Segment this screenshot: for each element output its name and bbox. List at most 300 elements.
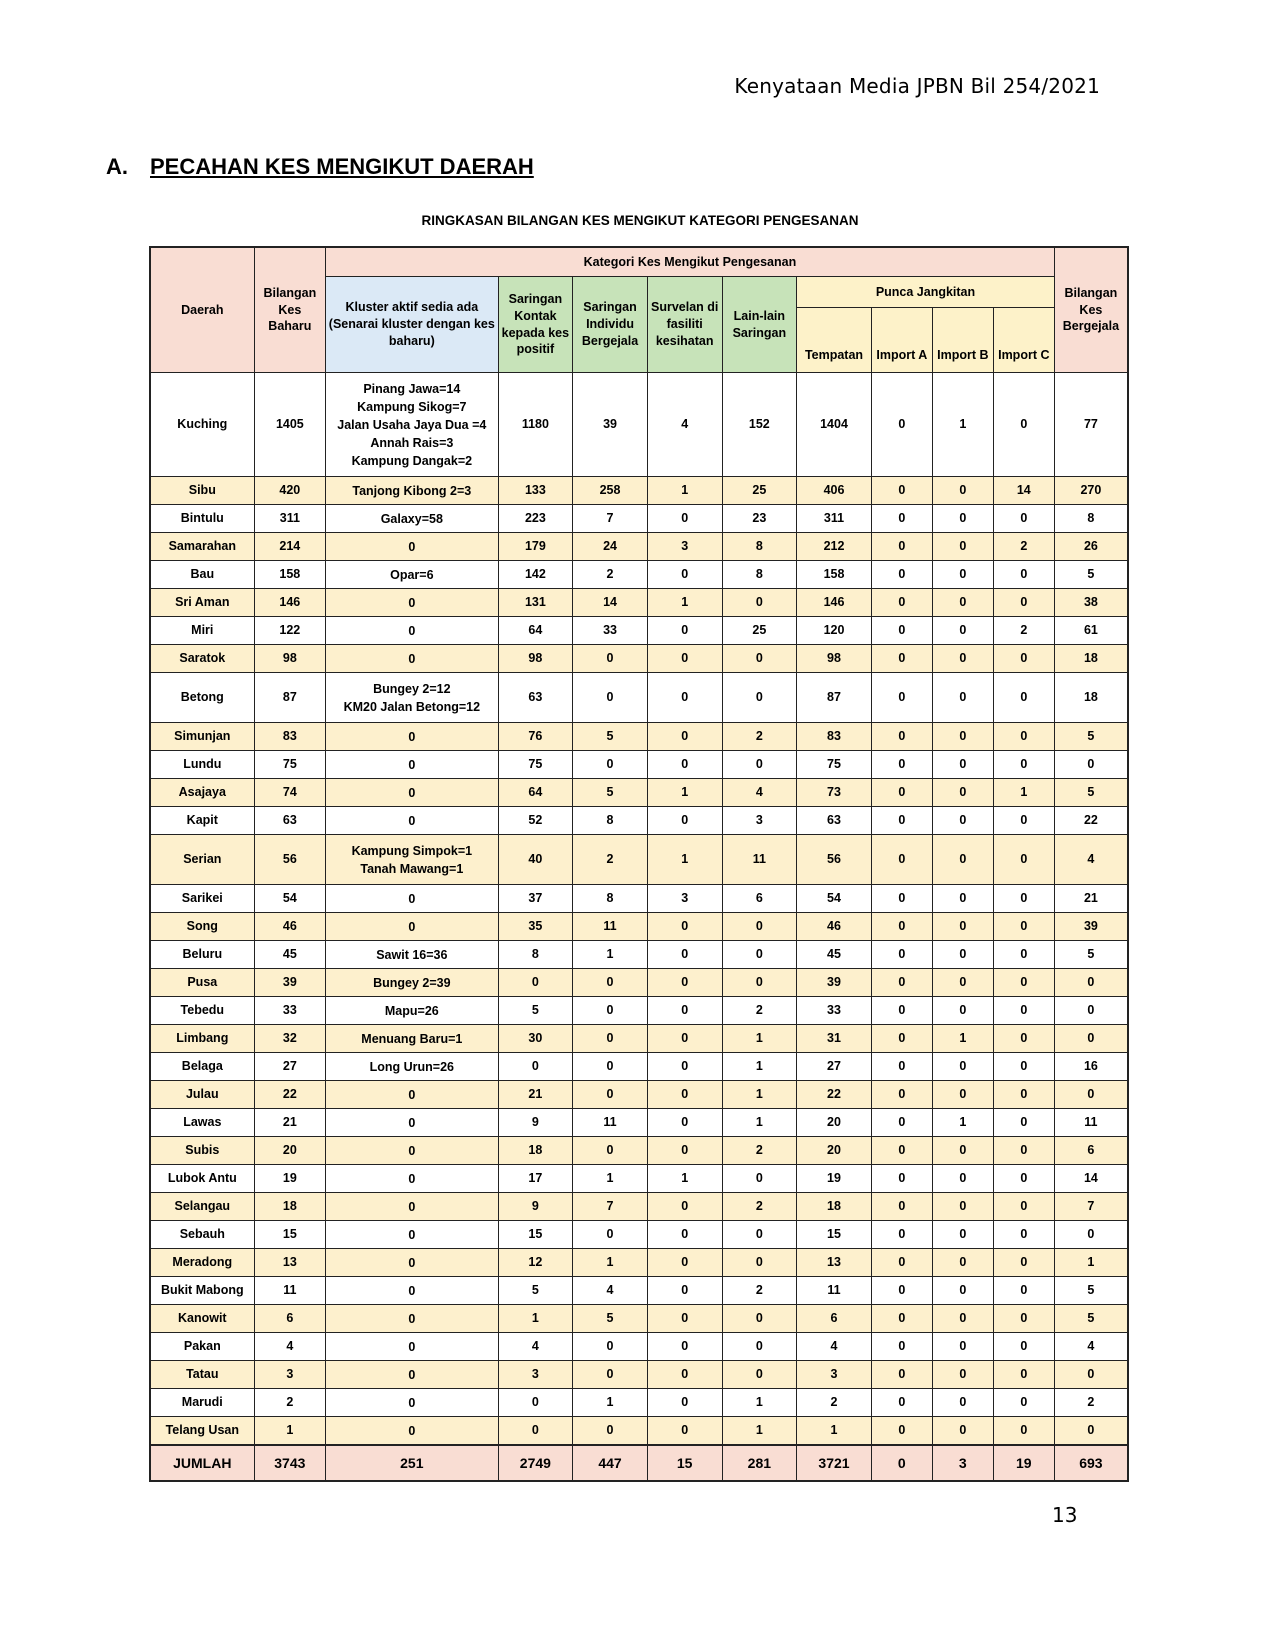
- cell-tempatan: 75: [797, 751, 872, 779]
- cell-individu: 11: [573, 1109, 648, 1137]
- cell-import-a: 0: [871, 1389, 932, 1417]
- cell-import-a: 0: [871, 885, 932, 913]
- cell-import-b: 1: [932, 1025, 993, 1053]
- cell-tempatan: 406: [797, 477, 872, 505]
- table-row: [150, 941, 1128, 969]
- cell-kontak: 4: [498, 1333, 573, 1361]
- cell-baharu: 18: [254, 1193, 326, 1221]
- cell-lain: 1: [722, 1081, 797, 1109]
- cell-baharu: 214: [254, 533, 326, 561]
- table-row: [150, 1053, 1128, 1081]
- cell-kluster: [326, 1053, 498, 1081]
- cell-lain: 0: [722, 1165, 797, 1193]
- cell-kontak: 18: [498, 1137, 573, 1165]
- kluster-line: 0: [408, 785, 416, 800]
- table-row: [150, 835, 1128, 885]
- kluster-line: Mapu=26: [384, 1003, 439, 1018]
- cell-individu: 7: [573, 505, 648, 533]
- cell-kontak: 133: [498, 477, 573, 505]
- cell-baharu: 2: [254, 1389, 326, 1417]
- cell-kluster: [326, 913, 498, 941]
- cell-tempatan: 212: [797, 533, 872, 561]
- table-row: [150, 723, 1128, 751]
- cell-import-b: 0: [932, 1081, 993, 1109]
- cell-import-b: 0: [932, 533, 993, 561]
- cell-baharu: 63: [254, 807, 326, 835]
- cell-import-a: 0: [871, 645, 932, 673]
- cell-kluster: [326, 1249, 498, 1277]
- cell-survelan: 0: [647, 673, 722, 723]
- cell-import-b: 0: [932, 1053, 993, 1081]
- cell-survelan: 0: [647, 723, 722, 751]
- header-lain-lain: Lain-lain Saringan: [722, 277, 797, 373]
- cell-import-a: 0: [871, 1053, 932, 1081]
- cell-individu: 1: [573, 1249, 648, 1277]
- cell-individu: 24: [573, 533, 648, 561]
- cell-daerah: Kuching: [150, 373, 254, 477]
- cell-kontak: 0: [498, 1389, 573, 1417]
- cell-bergejala: 38: [1054, 589, 1128, 617]
- cell-tempatan: 63: [797, 807, 872, 835]
- cell-import-c: 0: [993, 807, 1054, 835]
- cell-bergejala: 0: [1054, 1081, 1128, 1109]
- cell-lain: 0: [722, 969, 797, 997]
- cell-kluster: [326, 969, 498, 997]
- cell-tempatan: 83: [797, 723, 872, 751]
- cell-baharu: 39: [254, 969, 326, 997]
- cell-survelan: 0: [647, 751, 722, 779]
- cell-baharu: 1: [254, 1417, 326, 1446]
- kluster-line: Annah Rais=3: [370, 435, 454, 450]
- cell-daerah: Saratok: [150, 645, 254, 673]
- cell-lain: 2: [722, 1193, 797, 1221]
- cell-daerah: Tebedu: [150, 997, 254, 1025]
- cell-baharu: 11: [254, 1277, 326, 1305]
- table-row: [150, 645, 1128, 673]
- cell-survelan: 0: [647, 941, 722, 969]
- cell-baharu: 13: [254, 1249, 326, 1277]
- cell-import-a: 0: [871, 561, 932, 589]
- cell-lain: 152: [722, 373, 797, 477]
- cell-bergejala: 18: [1054, 645, 1128, 673]
- kluster-line: Pinang Jawa=14: [363, 381, 461, 396]
- cell-kontak: 0: [498, 969, 573, 997]
- cell-individu: 0: [573, 1417, 648, 1446]
- cell-kluster: [326, 807, 498, 835]
- cell-lain: 11: [722, 835, 797, 885]
- cell-individu: 2: [573, 835, 648, 885]
- cell-tempatan: 73: [797, 779, 872, 807]
- cell-survelan: 0: [647, 1305, 722, 1333]
- cell-import-c: 0: [993, 1277, 1054, 1305]
- cell-kontak: 8: [498, 941, 573, 969]
- cell-survelan: 0: [647, 561, 722, 589]
- kluster-line: 0: [408, 1283, 416, 1298]
- cell-import-b: 0: [932, 779, 993, 807]
- cell-daerah: Sibu: [150, 477, 254, 505]
- kluster-line: 0: [408, 651, 416, 666]
- table-row: [150, 1165, 1128, 1193]
- cell-bergejala: 16: [1054, 1053, 1128, 1081]
- cell-bergejala: 39: [1054, 913, 1128, 941]
- cell-kluster: [326, 1137, 498, 1165]
- cell-kluster: [326, 723, 498, 751]
- cell-survelan: 0: [647, 645, 722, 673]
- cell-daerah: Bintulu: [150, 505, 254, 533]
- cell-import-c: 0: [993, 941, 1054, 969]
- cell-kontak: 0: [498, 1053, 573, 1081]
- cell-survelan: 0: [647, 505, 722, 533]
- cell-lain: 2: [722, 1277, 797, 1305]
- document-reference: Kenyataan Media JPBN Bil 254/2021: [734, 74, 1100, 98]
- kluster-line: 0: [408, 1171, 416, 1186]
- cell-lain: 1: [722, 1109, 797, 1137]
- cell-lain: 4: [722, 779, 797, 807]
- cell-tempatan: 146: [797, 589, 872, 617]
- cell-survelan: 0: [647, 1193, 722, 1221]
- kluster-line: Jalan Usaha Jaya Dua =4: [337, 417, 487, 432]
- cell-kluster: [326, 1165, 498, 1193]
- cell-daerah: Pakan: [150, 1333, 254, 1361]
- cell-individu: 0: [573, 1081, 648, 1109]
- cell-baharu: 21: [254, 1109, 326, 1137]
- cell-survelan: 0: [647, 617, 722, 645]
- cell-bergejala: 693: [1054, 1445, 1128, 1481]
- cell-tempatan: 4: [797, 1333, 872, 1361]
- cell-tempatan: 87: [797, 673, 872, 723]
- cell-import-c: 1: [993, 779, 1054, 807]
- cell-baharu: 4: [254, 1333, 326, 1361]
- cell-survelan: 0: [647, 969, 722, 997]
- cell-bergejala: 18: [1054, 673, 1128, 723]
- cell-bergejala: 0: [1054, 997, 1128, 1025]
- cell-lain: 0: [722, 589, 797, 617]
- cell-baharu: 6: [254, 1305, 326, 1333]
- cell-lain: 3: [722, 807, 797, 835]
- cell-daerah: Pusa: [150, 969, 254, 997]
- cell-bergejala: 4: [1054, 835, 1128, 885]
- cell-baharu: 45: [254, 941, 326, 969]
- cell-import-c: 0: [993, 505, 1054, 533]
- cell-import-a: 0: [871, 723, 932, 751]
- cell-kontak: 37: [498, 885, 573, 913]
- cell-import-b: 0: [932, 835, 993, 885]
- cell-import-a: 0: [871, 835, 932, 885]
- cell-lain: 0: [722, 751, 797, 779]
- kluster-line: 0: [408, 623, 416, 638]
- cell-kluster: [326, 941, 498, 969]
- cell-survelan: 1: [647, 779, 722, 807]
- cell-tempatan: 13: [797, 1249, 872, 1277]
- header-tempatan: Tempatan: [797, 308, 872, 373]
- cell-individu: 5: [573, 723, 648, 751]
- table-row: [150, 779, 1128, 807]
- cell-import-a: 0: [871, 779, 932, 807]
- cell-individu: 0: [573, 969, 648, 997]
- cell-kontak: 40: [498, 835, 573, 885]
- cell-import-c: 0: [993, 1025, 1054, 1053]
- cell-import-b: 0: [932, 1417, 993, 1446]
- cell-kluster: [326, 373, 498, 477]
- kluster-line: 0: [408, 1339, 416, 1354]
- cell-baharu: 75: [254, 751, 326, 779]
- kluster-line: 0: [408, 539, 416, 554]
- cell-bergejala: 7: [1054, 1193, 1128, 1221]
- cell-import-a: 0: [871, 373, 932, 477]
- cell-baharu: 311: [254, 505, 326, 533]
- cell-tempatan: 20: [797, 1137, 872, 1165]
- table-row: [150, 885, 1128, 913]
- table-row: [150, 1277, 1128, 1305]
- cell-individu: 11: [573, 913, 648, 941]
- cell-import-c: 0: [993, 1361, 1054, 1389]
- cell-daerah: Meradong: [150, 1249, 254, 1277]
- cell-daerah: Belaga: [150, 1053, 254, 1081]
- kluster-line: 0: [408, 1367, 416, 1382]
- kluster-line: 0: [408, 813, 416, 828]
- cell-import-c: 0: [993, 969, 1054, 997]
- cell-kluster: [326, 617, 498, 645]
- cell-survelan: 0: [647, 1333, 722, 1361]
- cell-import-c: 0: [993, 1249, 1054, 1277]
- cell-import-b: 0: [932, 589, 993, 617]
- cell-tempatan: 98: [797, 645, 872, 673]
- cell-import-a: 0: [871, 1081, 932, 1109]
- cell-baharu: 15: [254, 1221, 326, 1249]
- cell-kluster: [326, 673, 498, 723]
- cell-tempatan: 19: [797, 1165, 872, 1193]
- table-row: [150, 1025, 1128, 1053]
- kluster-line: Long Urun=26: [369, 1059, 455, 1074]
- cell-tempatan: 45: [797, 941, 872, 969]
- cell-kontak: 1180: [498, 373, 573, 477]
- cell-lain: 0: [722, 913, 797, 941]
- table-row: [150, 751, 1128, 779]
- cell-kontak: 76: [498, 723, 573, 751]
- cell-individu: 258: [573, 477, 648, 505]
- cell-import-a: 0: [871, 589, 932, 617]
- table-row: [150, 1389, 1128, 1417]
- cell-individu: 0: [573, 1137, 648, 1165]
- cell-individu: 2: [573, 561, 648, 589]
- cell-import-c: 0: [993, 1389, 1054, 1417]
- cell-survelan: 1: [647, 477, 722, 505]
- cell-survelan: 0: [647, 1109, 722, 1137]
- page-number: 13: [1052, 1503, 1078, 1527]
- cell-bergejala: 22: [1054, 807, 1128, 835]
- cell-daerah: Betong: [150, 673, 254, 723]
- cell-kontak: 15: [498, 1221, 573, 1249]
- cell-baharu: 420: [254, 477, 326, 505]
- cell-baharu: 33: [254, 997, 326, 1025]
- cell-import-a: 0: [871, 1361, 932, 1389]
- header-import-b: Import B: [932, 308, 993, 373]
- cell-individu: 33: [573, 617, 648, 645]
- cell-import-a: 0: [871, 1445, 932, 1481]
- cell-baharu: 3: [254, 1361, 326, 1389]
- cell-import-b: 0: [932, 1277, 993, 1305]
- cell-survelan: 0: [647, 1417, 722, 1446]
- cell-tempatan: 1: [797, 1417, 872, 1446]
- cell-daerah: JUMLAH: [150, 1445, 254, 1481]
- section-number: A.: [106, 154, 128, 179]
- table-row: [150, 477, 1128, 505]
- kluster-line: 0: [408, 1255, 416, 1270]
- cell-import-b: 0: [932, 1249, 993, 1277]
- cell-individu: 5: [573, 1305, 648, 1333]
- section-heading: [106, 154, 534, 180]
- cell-bergejala: 5: [1054, 1305, 1128, 1333]
- table-row: [150, 1081, 1128, 1109]
- cell-individu: 5: [573, 779, 648, 807]
- cell-kluster: [326, 1109, 498, 1137]
- cell-bergejala: 270: [1054, 477, 1128, 505]
- kluster-line: Menuang Baru=1: [361, 1031, 463, 1046]
- cell-lain: 0: [722, 1249, 797, 1277]
- cell-import-b: 0: [932, 1361, 993, 1389]
- cell-kontak: 2749: [498, 1445, 573, 1481]
- kluster-line: Bungey 2=39: [373, 975, 451, 990]
- kluster-line: KM20 Jalan Betong=12: [343, 699, 481, 714]
- kluster-line: 0: [408, 1115, 416, 1130]
- cell-lain: 0: [722, 645, 797, 673]
- cell-import-a: 0: [871, 1137, 932, 1165]
- cell-baharu: 87: [254, 673, 326, 723]
- kluster-line: Kampung Dangak=2: [351, 453, 473, 468]
- cell-import-b: 0: [932, 1165, 993, 1193]
- cell-bergejala: 5: [1054, 723, 1128, 751]
- cell-tempatan: 20: [797, 1109, 872, 1137]
- cell-survelan: 0: [647, 997, 722, 1025]
- cell-tempatan: 31: [797, 1025, 872, 1053]
- cell-tempatan: 158: [797, 561, 872, 589]
- cell-import-b: 0: [932, 645, 993, 673]
- cell-tempatan: 311: [797, 505, 872, 533]
- cell-bergejala: 5: [1054, 561, 1128, 589]
- cell-tempatan: 39: [797, 969, 872, 997]
- cell-import-a: 0: [871, 997, 932, 1025]
- cell-kluster: [326, 751, 498, 779]
- cell-individu: 1: [573, 1165, 648, 1193]
- cell-baharu: 158: [254, 561, 326, 589]
- header-punca-group: Punca Jangkitan: [797, 277, 1055, 308]
- cell-daerah: Sri Aman: [150, 589, 254, 617]
- cell-daerah: Selangau: [150, 1193, 254, 1221]
- cell-import-a: 0: [871, 1249, 932, 1277]
- cell-survelan: 0: [647, 1389, 722, 1417]
- cell-individu: 0: [573, 645, 648, 673]
- kluster-line: 0: [408, 1423, 416, 1438]
- cell-survelan: 1: [647, 835, 722, 885]
- cell-tempatan: 54: [797, 885, 872, 913]
- cell-lain: 8: [722, 533, 797, 561]
- cell-import-b: 0: [932, 1389, 993, 1417]
- cell-tempatan: 56: [797, 835, 872, 885]
- cell-bergejala: 14: [1054, 1165, 1128, 1193]
- cell-lain: 0: [722, 1333, 797, 1361]
- table-row: [150, 1193, 1128, 1221]
- cell-survelan: 0: [647, 913, 722, 941]
- cell-baharu: 56: [254, 835, 326, 885]
- kluster-line: Tanah Mawang=1: [360, 861, 464, 876]
- cell-lain: 1: [722, 1025, 797, 1053]
- header-bilangan-kes-baharu: Bilangan Kes Baharu: [254, 247, 326, 373]
- cell-lain: 2: [722, 723, 797, 751]
- cell-kontak: 179: [498, 533, 573, 561]
- cell-kontak: 30: [498, 1025, 573, 1053]
- cases-by-district-table: [149, 246, 1129, 1482]
- table-row: [150, 1333, 1128, 1361]
- cell-lain: 8: [722, 561, 797, 589]
- cell-lain: 6: [722, 885, 797, 913]
- cell-bergejala: 0: [1054, 1417, 1128, 1446]
- cell-import-b: 0: [932, 617, 993, 645]
- kluster-line: 0: [408, 1087, 416, 1102]
- cell-tempatan: 22: [797, 1081, 872, 1109]
- cell-individu: 1: [573, 1389, 648, 1417]
- kluster-line: 0: [408, 595, 416, 610]
- cell-tempatan: 3721: [797, 1445, 872, 1481]
- cell-bergejala: 21: [1054, 885, 1128, 913]
- table-row: [150, 373, 1128, 477]
- cell-import-b: 0: [932, 885, 993, 913]
- cell-lain: 0: [722, 941, 797, 969]
- cell-lain: 25: [722, 617, 797, 645]
- cell-lain: 23: [722, 505, 797, 533]
- table-row: [150, 1249, 1128, 1277]
- cell-kontak: 98: [498, 645, 573, 673]
- cell-kluster: [326, 1333, 498, 1361]
- cell-import-b: 0: [932, 1305, 993, 1333]
- cell-import-c: 14: [993, 477, 1054, 505]
- cell-survelan: 4: [647, 373, 722, 477]
- table-row: [150, 589, 1128, 617]
- cell-import-c: 0: [993, 1193, 1054, 1221]
- cell-bergejala: 11: [1054, 1109, 1128, 1137]
- cell-bergejala: 0: [1054, 969, 1128, 997]
- cell-survelan: 0: [647, 1137, 722, 1165]
- cell-baharu: 54: [254, 885, 326, 913]
- cell-daerah: Sarikei: [150, 885, 254, 913]
- cell-tempatan: 46: [797, 913, 872, 941]
- cell-baharu: 19: [254, 1165, 326, 1193]
- kluster-line: 0: [408, 1143, 416, 1158]
- cell-bergejala: 8: [1054, 505, 1128, 533]
- cell-daerah: Lawas: [150, 1109, 254, 1137]
- cell-import-c: 0: [993, 645, 1054, 673]
- cell-import-b: 0: [932, 723, 993, 751]
- cell-daerah: Tatau: [150, 1361, 254, 1389]
- cell-survelan: 0: [647, 1025, 722, 1053]
- cell-daerah: Lubok Antu: [150, 1165, 254, 1193]
- cell-bergejala: 5: [1054, 1277, 1128, 1305]
- cell-bergejala: 61: [1054, 617, 1128, 645]
- kluster-line: Opar=6: [390, 567, 434, 582]
- cell-kluster: [326, 645, 498, 673]
- cell-lain: 1: [722, 1417, 797, 1446]
- kluster-line: Bungey 2=12: [373, 681, 451, 696]
- cell-baharu: 146: [254, 589, 326, 617]
- cell-individu: 8: [573, 885, 648, 913]
- cell-individu: 0: [573, 1361, 648, 1389]
- cell-tempatan: 33: [797, 997, 872, 1025]
- cell-bergejala: 0: [1054, 1025, 1128, 1053]
- cell-lain: 0: [722, 673, 797, 723]
- cell-tempatan: 2: [797, 1389, 872, 1417]
- cell-import-a: 0: [871, 673, 932, 723]
- cell-import-c: 0: [993, 673, 1054, 723]
- cell-kluster: [326, 1193, 498, 1221]
